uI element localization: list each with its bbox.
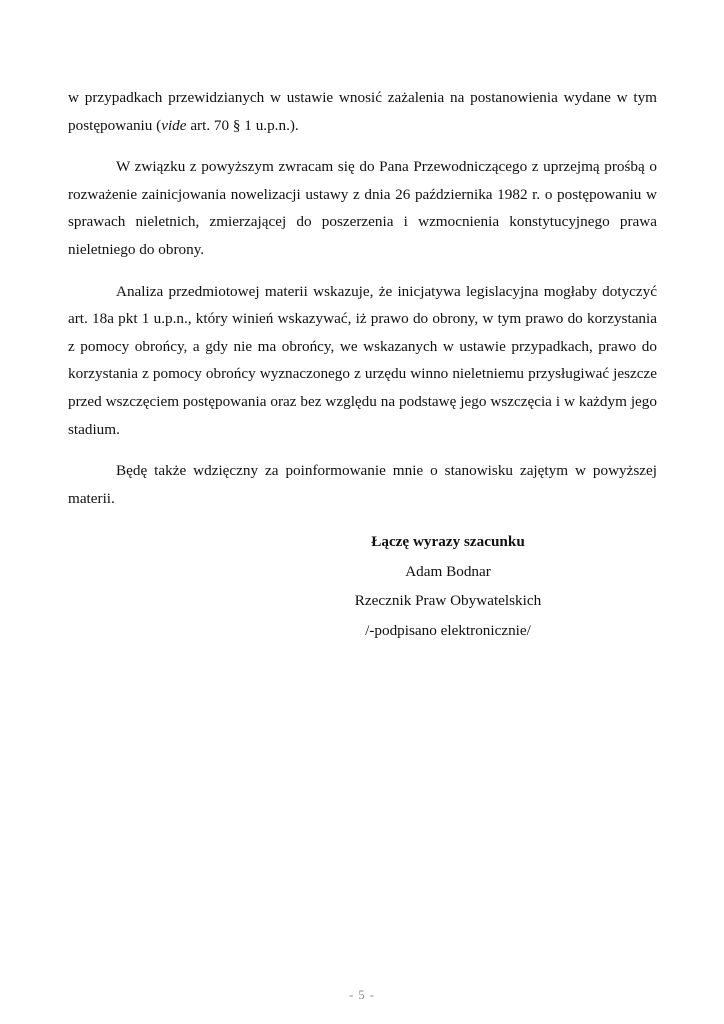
- closing-greeting: Łączę wyrazy szacunku: [371, 533, 525, 550]
- paragraph-2: W związku z powyższym zwracam się do Pana Przewodniczącego z uprzejmą prośbą o rozważenie zainicjowania nowelizacji ustawy z dnia 26 października 1982 r. o postępowaniu w sprawach nieletnich, zmierzającej do poszerzenia i wzmocnienia konstytucyjnego prawa nieletniego do obrony.: [68, 158, 657, 258]
- paragraph-1-text-start: w przypadkach przewidzianych w ustawie wnosić zażalenia na postanowienia wydane w tym postępowaniu (: [68, 89, 657, 134]
- paragraph-1: [68, 84, 657, 139]
- paragraph-4: Będę także wdzięczny za poinformowanie mnie o stanowisku zajętym w powyższej materii.: [68, 462, 657, 507]
- paragraph-3: Analiza przedmiotowej materii wskazuje, że inicjatywa legislacyjna mogłaby dotyczyć art. 18a pkt 1 u.p.n., który winień wskazywać, iż prawo do obrony, w tym prawo do korzystania z pomocy obrońcy, a gdy nie ma obrońcy, we wskazanych w ustawie przypadkach, prawo do korzystania z pomocy obrońcy wyznaczonego z urzędu winno nieletniemu przysługiwać jeszcze przed wszczęciem postępowania oraz bez względu na podstawę jego wszczęcia i w każdym jego stadium.: [68, 282, 657, 438]
- signatory-name: Adam Bodnar: [405, 562, 491, 580]
- electronic-signature-note: /-podpisano elektronicznie/: [365, 621, 531, 639]
- paragraph-1-text-end: art. 70 § 1 u.p.n.).: [186, 116, 299, 134]
- signature-block: [318, 527, 578, 645]
- signatory-title: Rzecznik Praw Obywatelskich: [354, 592, 542, 609]
- page-number: - 5 -: [349, 988, 375, 1002]
- paragraph-1-italic-term: vide: [161, 116, 187, 134]
- letter-body: [68, 84, 657, 526]
